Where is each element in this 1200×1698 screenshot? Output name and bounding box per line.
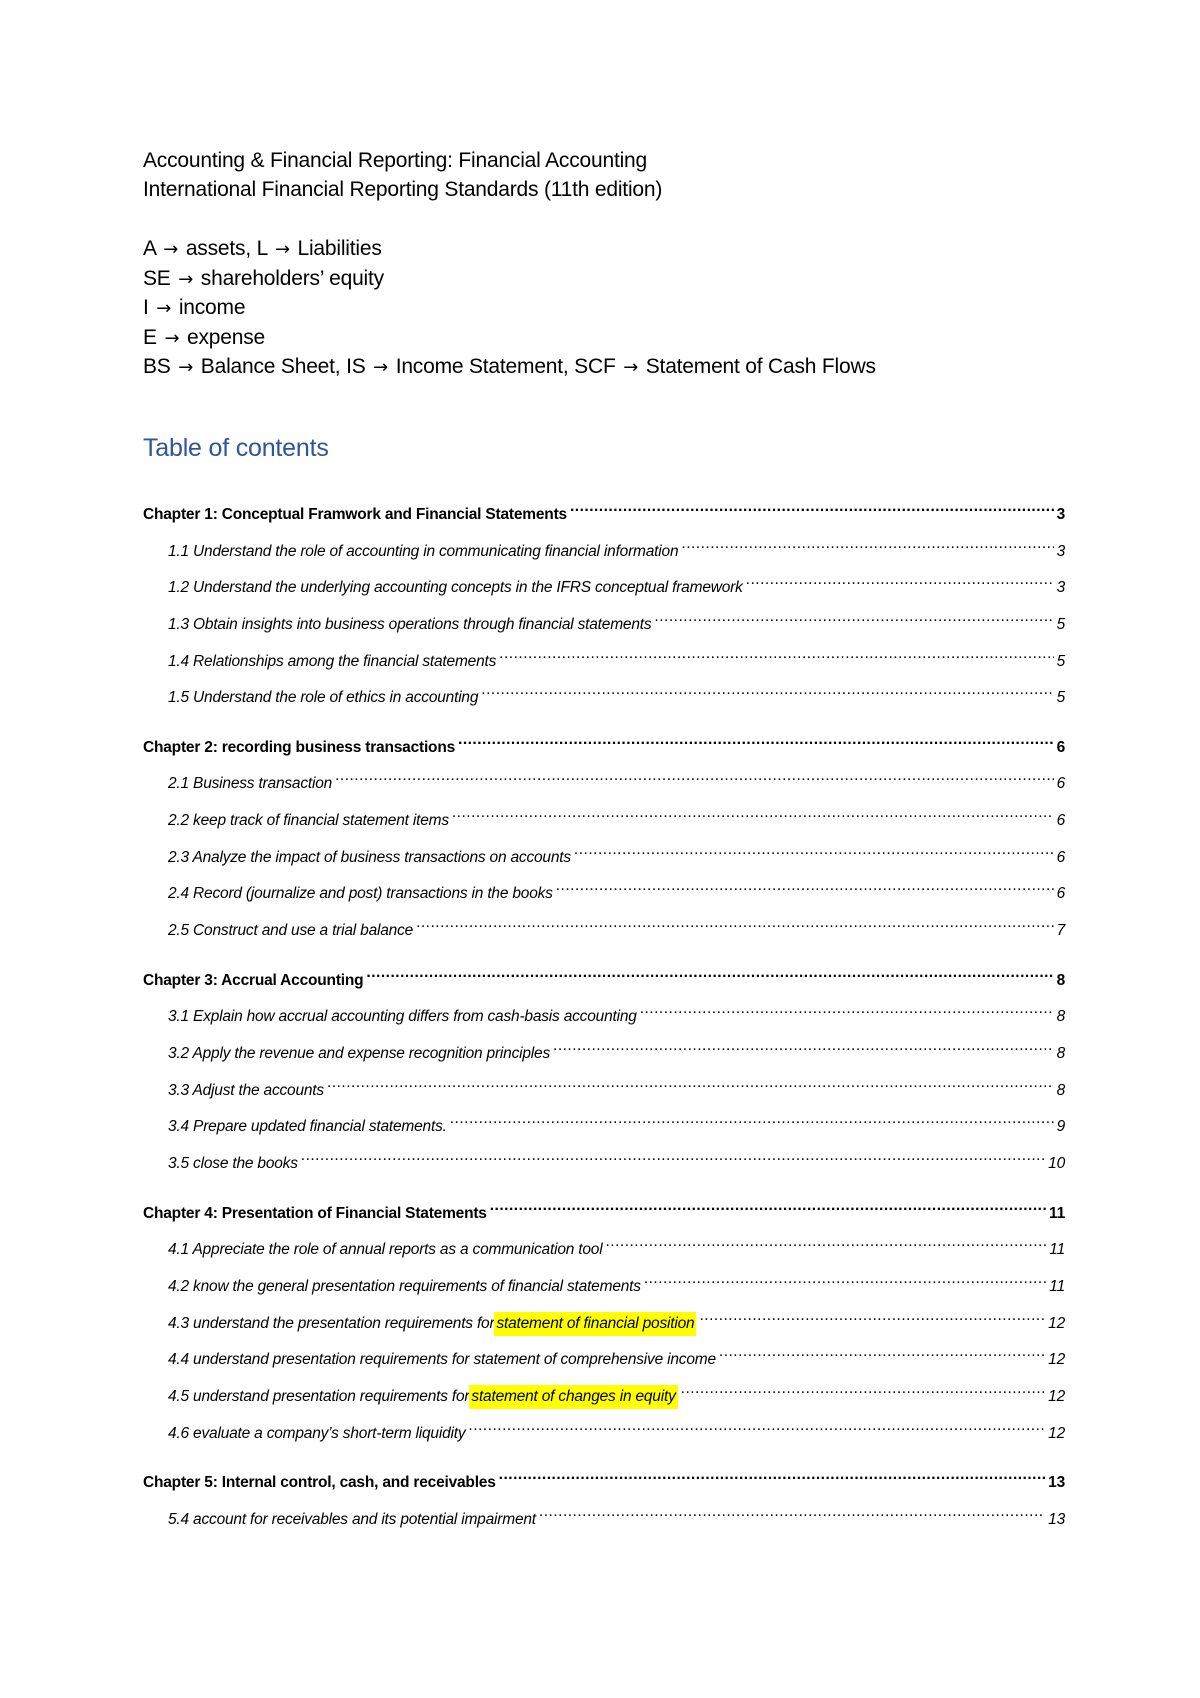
toc-entry-title: 4.1 Appreciate the role of annual reports as a communication tool (168, 1241, 603, 1258)
toc-page-number: 11 (1049, 1205, 1065, 1222)
toc-section-link[interactable] (168, 838, 1065, 866)
toc-entry-title: 4.6 evaluate a company’s short-term liquidity (168, 1425, 466, 1442)
toc-page-number: 6 (1056, 885, 1065, 902)
toc-page-number: 3 (1056, 506, 1065, 523)
toc-entry-title: 2.1 Business transaction (168, 775, 333, 792)
toc-section-link[interactable] (168, 605, 1065, 633)
toc-dot-leader (481, 678, 1053, 702)
toc-dot-leader (746, 568, 1054, 592)
book-title: International Financial Reporting Standards (11th edition) (143, 178, 663, 201)
toc-page-number: 6 (1056, 812, 1065, 829)
toc-heading: Table of contents (143, 434, 329, 462)
arrow-right-icon: → (274, 239, 290, 260)
toc-chapter-link[interactable] (143, 1194, 1065, 1222)
toc-section-link[interactable] (168, 1304, 1065, 1332)
toc-dot-leader (681, 532, 1053, 556)
abbreviation-text: Statement of Cash Flows (645, 355, 876, 379)
toc-section-link[interactable] (168, 911, 1065, 939)
toc-page-number: 3 (1056, 543, 1065, 560)
arrow-right-icon: → (163, 239, 179, 260)
toc-page-number: 3 (1056, 579, 1065, 596)
toc-entry-highlight: statement of financial position (494, 1312, 696, 1336)
toc-page-number: 8 (1056, 972, 1065, 989)
toc-dot-leader (499, 642, 1053, 666)
toc-page-number: 11 (1049, 1278, 1065, 1295)
toc-entry-title: Chapter 4: Presentation of Financial Statements (143, 1205, 487, 1222)
toc-chapter-link[interactable] (143, 495, 1065, 523)
toc-page-number: 5 (1056, 616, 1065, 633)
toc-entry-title: 3.4 Prepare updated financial statements. (168, 1118, 447, 1135)
toc-dot-leader (468, 1414, 1045, 1438)
toc-page-number: 8 (1056, 1008, 1065, 1025)
toc-entry-title: 1.1 Understand the role of accounting in communicating financial information (168, 543, 679, 560)
toc-section-link[interactable] (168, 874, 1065, 902)
toc-dot-leader (450, 1107, 1054, 1131)
toc-entry-title: Chapter 5: Internal control, cash, and receivables (143, 1474, 496, 1491)
toc-entry-highlight: statement of changes in equity (469, 1385, 677, 1409)
toc-dot-leader (574, 838, 1054, 862)
toc-section-link[interactable] (168, 1230, 1065, 1258)
toc-dot-leader (416, 911, 1054, 935)
abbreviation-text: SE (143, 266, 171, 290)
toc-section-link[interactable] (168, 1034, 1065, 1062)
arrow-right-icon: → (178, 268, 194, 290)
toc-page-number: 8 (1056, 1045, 1065, 1062)
toc-dot-leader (681, 1377, 1046, 1401)
toc-dot-leader (644, 1267, 1046, 1291)
toc-page-number: 12 (1048, 1388, 1065, 1405)
toc-section-link[interactable] (168, 997, 1065, 1025)
abbreviation-text: A (143, 237, 156, 260)
toc-page-number: 9 (1056, 1118, 1065, 1135)
toc-chapter-link[interactable] (143, 1463, 1065, 1491)
arrow-right-icon: → (373, 357, 389, 379)
toc-entry-title: 3.1 Explain how accrual accounting differs from cash-basis accounting (168, 1008, 637, 1025)
abbreviation-text: Liabilities (297, 237, 382, 260)
toc-section-link[interactable] (168, 1500, 1065, 1528)
toc-entry-title: Chapter 2: recording business transactions (143, 739, 456, 756)
abbreviation-text: BS (143, 355, 171, 379)
toc-entry-title: 1.4 Relationships among the financial statements (168, 653, 497, 670)
abbreviation-text: E (143, 325, 157, 349)
toc-page-number: 7 (1056, 922, 1065, 939)
toc-page-number: 13 (1048, 1511, 1065, 1528)
toc-entry-title: 1.5 Understand the role of ethics in accounting (168, 689, 479, 706)
toc-page-number: 5 (1056, 689, 1065, 706)
toc-page-number: 11 (1049, 1241, 1065, 1258)
toc-section-link[interactable] (168, 1107, 1065, 1135)
toc-section-link[interactable] (168, 1377, 1065, 1405)
abbreviation-text: assets, L (185, 237, 268, 260)
toc-entry-title: 4.3 understand the presentation requirements for (168, 1315, 495, 1332)
toc-entry-title: 3.3 Adjust the accounts (168, 1082, 324, 1099)
toc-section-link[interactable] (168, 1414, 1065, 1442)
toc-dot-leader (553, 1034, 1054, 1058)
toc-dot-leader (366, 961, 1053, 985)
toc-section-link[interactable] (168, 1071, 1065, 1099)
abbreviation-text: income (178, 296, 246, 320)
toc-dot-leader (335, 764, 1054, 788)
toc-section-link[interactable] (168, 532, 1065, 560)
toc-dot-leader (490, 1194, 1046, 1218)
toc-entry-title: 2.3 Analyze the impact of business transactions on accounts (168, 849, 571, 866)
toc-page-number: 12 (1048, 1425, 1065, 1442)
toc-page-number: 6 (1056, 849, 1065, 866)
arrow-right-icon: → (178, 357, 194, 379)
toc-dot-leader (570, 495, 1054, 519)
toc-entry-title: 3.2 Apply the revenue and expense recognition principles (168, 1045, 551, 1062)
toc-section-link[interactable] (168, 801, 1065, 829)
toc-entry-title: Chapter 1: Conceptual Framwork and Financial Statements (143, 506, 567, 523)
toc-dot-leader (452, 801, 1054, 825)
toc-dot-leader (699, 1304, 1045, 1328)
toc-chapter-link[interactable] (143, 728, 1065, 756)
toc-entry-title: Chapter 3: Accrual Accounting (143, 972, 364, 989)
toc-section-link[interactable] (168, 642, 1065, 670)
toc-entry-title: 1.3 Obtain insights into business operations through financial statements (168, 616, 652, 633)
toc-dot-leader (605, 1230, 1046, 1254)
toc-entry-title: 5.4 account for receivables and its potential impairment (168, 1511, 536, 1528)
toc-page-number: 13 (1048, 1474, 1065, 1491)
toc-entry-title: 4.5 understand presentation requirements for (168, 1388, 470, 1405)
toc-dot-leader (654, 605, 1053, 629)
toc-dot-leader (539, 1500, 1045, 1524)
toc-section-link[interactable] (168, 1340, 1065, 1368)
toc-section-link[interactable] (168, 764, 1065, 792)
toc-dot-leader (458, 728, 1054, 752)
toc-page-number: 8 (1056, 1082, 1065, 1099)
toc-entry-title: 2.2 keep track of financial statement items (168, 812, 449, 829)
course-title: Accounting & Financial Reporting: Financial Accounting (143, 149, 647, 172)
toc-page-number: 12 (1048, 1315, 1065, 1332)
toc-page-number: 12 (1048, 1351, 1065, 1368)
toc-section-link[interactable] (168, 1267, 1065, 1295)
abbreviation-text: I (143, 296, 149, 320)
toc-entry-title: 4.4 understand presentation requirements for statement of comprehensive income (168, 1351, 716, 1368)
toc-dot-leader (556, 874, 1054, 898)
toc-dot-leader (327, 1071, 1054, 1095)
toc-page-number: 5 (1056, 653, 1065, 670)
toc-dot-leader (499, 1463, 1046, 1487)
arrow-right-icon: → (164, 327, 180, 349)
toc-entry-title: 4.2 know the general presentation requirements of financial statements (168, 1278, 641, 1295)
toc-dot-leader (640, 997, 1054, 1021)
abbreviation-text: expense (186, 325, 265, 349)
toc-entry-title: 3.5 close the books (168, 1155, 298, 1172)
toc-section-link[interactable] (168, 1144, 1065, 1172)
toc-page-number: 6 (1056, 739, 1065, 756)
toc-section-link[interactable] (168, 568, 1065, 596)
toc-page-number: 10 (1048, 1155, 1065, 1172)
toc-entry-title: 1.2 Understand the underlying accounting concepts in the IFRS conceptual framework (168, 579, 743, 596)
abbreviation-text: shareholders’ equity (200, 266, 384, 290)
toc-dot-leader (301, 1144, 1045, 1168)
arrow-right-icon: → (156, 298, 172, 320)
toc-chapter-link[interactable] (143, 961, 1065, 989)
toc-page-number: 6 (1056, 775, 1065, 792)
abbreviation-text: Balance Sheet, IS (200, 355, 366, 379)
toc-entry-title: 2.4 Record (journalize and post) transactions in the books (168, 885, 553, 902)
toc-section-link[interactable] (168, 678, 1065, 706)
abbreviation-text: Income Statement, SCF (395, 355, 616, 379)
toc-entry-title: 2.5 Construct and use a trial balance (168, 922, 414, 939)
toc-dot-leader (719, 1340, 1045, 1364)
arrow-right-icon: → (623, 357, 639, 379)
